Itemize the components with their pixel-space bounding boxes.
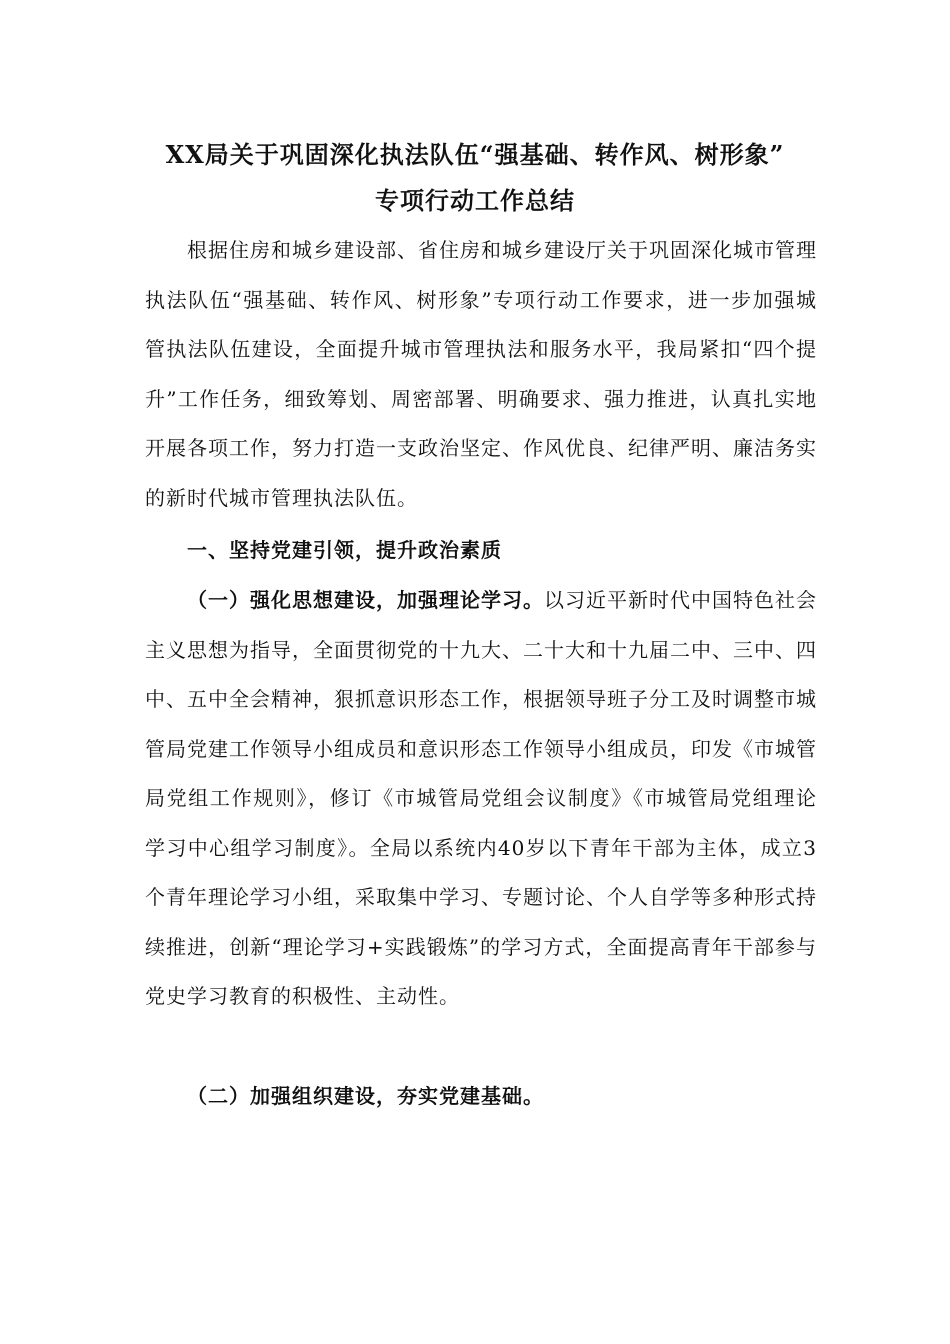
section-1-heading: 一、坚持党建引领，提升政治素质: [187, 538, 502, 562]
section-1-sub-1-heading: （一）强化思想建设，加强理论学习。: [187, 588, 544, 612]
section-1-sub-1-paragraph: [145, 576, 817, 1022]
intro-paragraph: 根据住房和城乡建设部、省住房和城乡建设厅关于巩固深化城市管理执法队伍“强基础、转作风、树形象”专项行动工作要求，进一步加强城管执法队伍建设，全面提升城市管理执法和服务水平，我局紧扣“四个提升”工作任务，细致筹划、周密部署、明确要求、强力推进，认真扎实地开展各项工作，努力打造一支政治坚定、作风优良、纪律严明、廉洁务实的新时代城市管理执法队伍。: [145, 238, 817, 510]
document-title-line-1: XX局关于巩固深化执法队伍“强基础、转作风、树形象”: [165, 140, 785, 169]
section-1-sub-2-heading: （二）加强组织建设，夯实党建基础。: [187, 1084, 544, 1108]
document-title-line-2: 专项行动工作总结: [375, 186, 575, 215]
section-1-sub-1-body: 以习近平新时代中国特色社会主义思想为指导，全面贯彻党的十九大、二十大和十九届二中、三中、四中、五中全会精神，狠抓意识形态工作，根据领导班子分工及时调整市城管局党建工作领导小组成员和意识形态工作领导小组成员，印发《市城管局党组工作规则》，修订《市城管局党组会议制度》《市城管局党组理论学习中心组学习制度》。全局以系统内40岁以下青年干部为主体，成立3个青年理论学习小组，采取集中学习、专题讨论、个人自学等多种形式持续推进，创新“理论学习+实践锻炼”的学习方式，全面提高青年干部参与党史学习教育的积极性、主动性。: [145, 588, 817, 1008]
